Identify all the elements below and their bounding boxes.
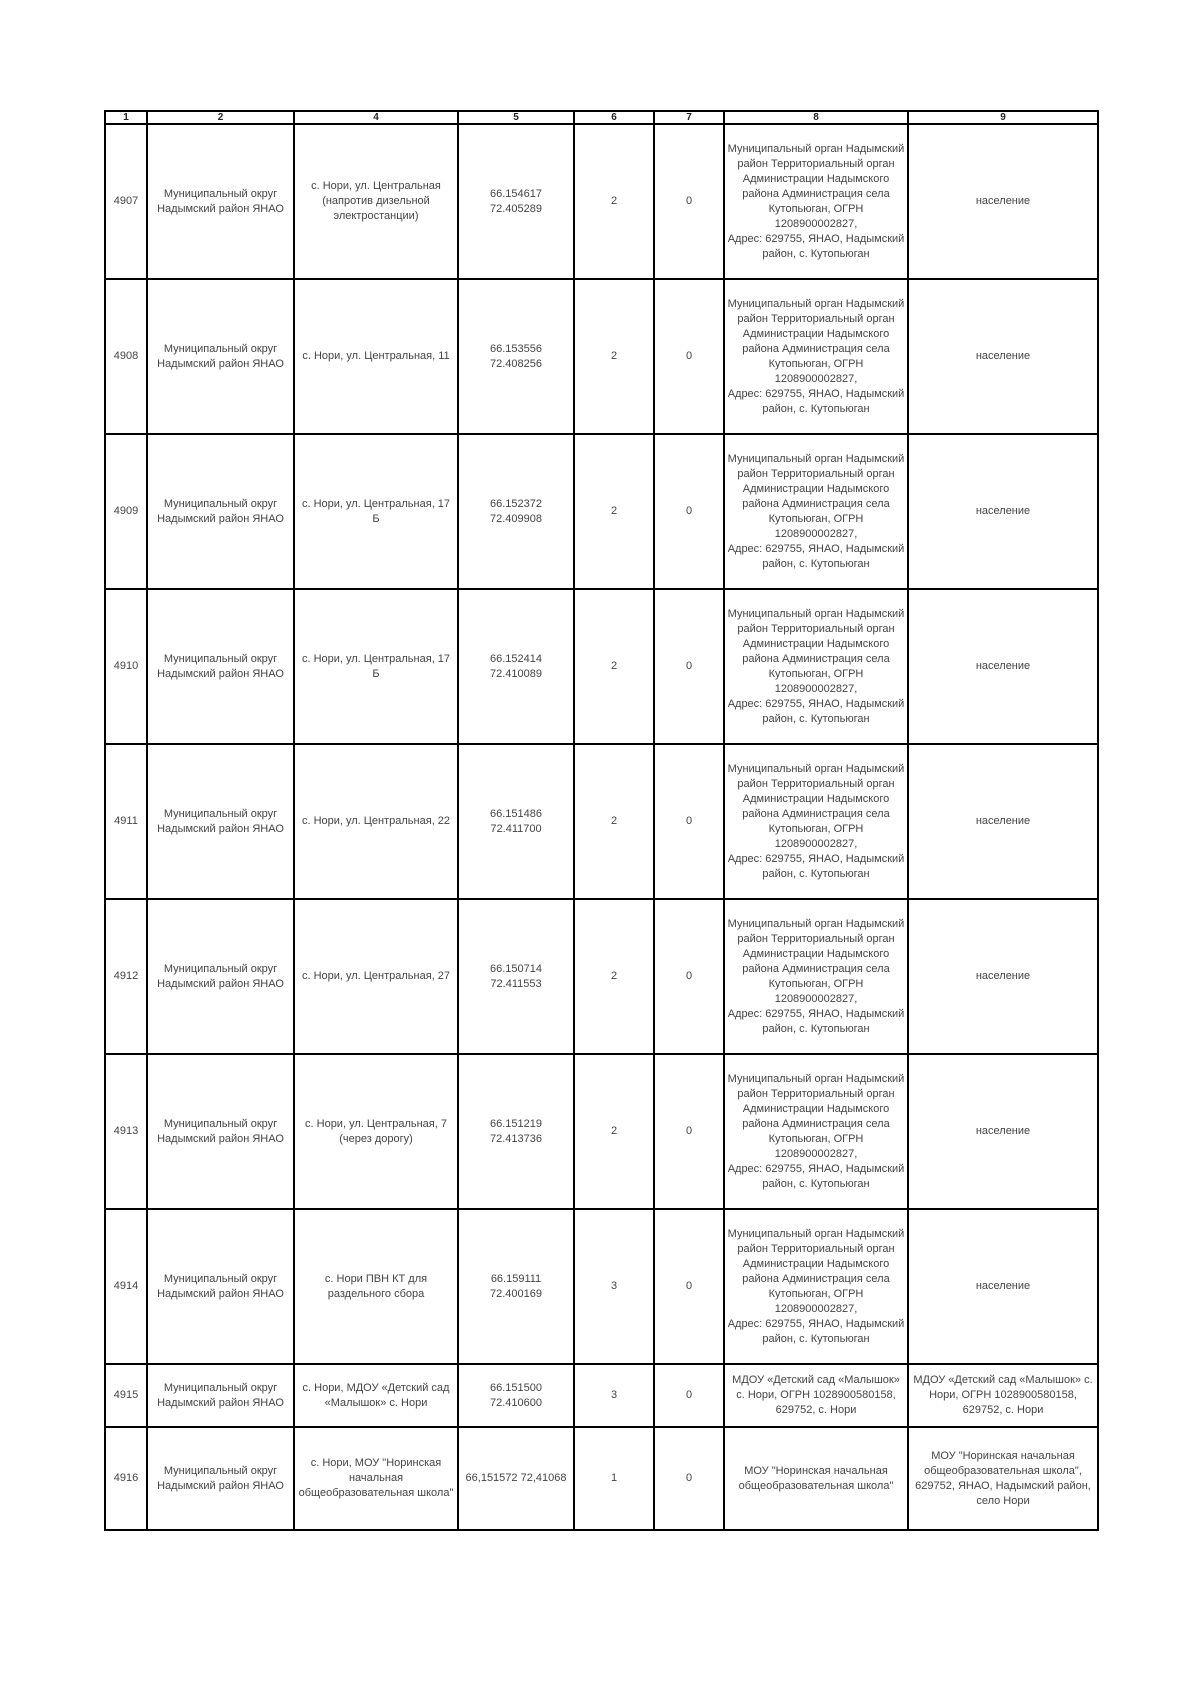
table-row bbox=[105, 744, 1098, 899]
source-cell: население bbox=[908, 434, 1098, 589]
row-id: 4914 bbox=[105, 1209, 147, 1364]
location-cell: с. Нори, ул. Центральная, 27 bbox=[294, 899, 458, 1054]
col-header: 6 bbox=[574, 111, 654, 124]
row-id: 4916 bbox=[105, 1427, 147, 1530]
location-cell: с. Нори, ул. Центральная (напротив дизельной электростанции) bbox=[294, 124, 458, 279]
latitude: 66.151219 bbox=[490, 1117, 542, 1130]
owner-cell: Муниципальный орган Надымский район Территориальный орган Администрации Надымского района Администрация села Кутопьюган, ОГРН 1208900002827, Адрес: 629755, ЯНАО, Надымский район, с. Кутопьюган bbox=[724, 744, 908, 899]
coordinates-cell bbox=[458, 1054, 574, 1209]
row-id: 4910 bbox=[105, 589, 147, 744]
col7-cell: 0 bbox=[654, 279, 724, 434]
row-id: 4907 bbox=[105, 124, 147, 279]
table-row bbox=[105, 589, 1098, 744]
col7-cell: 0 bbox=[654, 1054, 724, 1209]
coordinates-cell bbox=[458, 589, 574, 744]
col6-cell: 2 bbox=[574, 434, 654, 589]
latitude: 66.154617 bbox=[490, 187, 542, 200]
col7-cell: 0 bbox=[654, 589, 724, 744]
owner-cell: Муниципальный орган Надымский район Территориальный орган Администрации Надымского района Администрация села Кутопьюган, ОГРН 1208900002827, Адрес: 629755, ЯНАО, Надымский район, с. Кутопьюган bbox=[724, 1054, 908, 1209]
municipality-cell: Муниципальный округ Надымский район ЯНАО bbox=[147, 279, 294, 434]
col6-cell: 2 bbox=[574, 899, 654, 1054]
source-cell: население bbox=[908, 899, 1098, 1054]
source-cell: население bbox=[908, 124, 1098, 279]
location-cell: с. Нори, МОУ "Норинская начальная общеобразовательная школа" bbox=[294, 1427, 458, 1530]
table-row bbox=[105, 1364, 1098, 1427]
col6-cell: 1 bbox=[574, 1427, 654, 1530]
municipality-cell: Муниципальный округ Надымский район ЯНАО bbox=[147, 589, 294, 744]
col-header: 9 bbox=[908, 111, 1098, 124]
municipality-cell: Муниципальный округ Надымский район ЯНАО bbox=[147, 434, 294, 589]
coordinates-cell bbox=[458, 124, 574, 279]
location-cell: с. Нори, ул. Центральная, 22 bbox=[294, 744, 458, 899]
coordinates-cell bbox=[458, 279, 574, 434]
col-header: 5 bbox=[458, 111, 574, 124]
source-cell: население bbox=[908, 279, 1098, 434]
table-row bbox=[105, 899, 1098, 1054]
coordinates-cell bbox=[458, 1364, 574, 1427]
source-cell: население bbox=[908, 589, 1098, 744]
longitude: 72.405289 bbox=[490, 202, 542, 215]
col7-cell: 0 bbox=[654, 1364, 724, 1427]
latitude: 66,151572 72,41068 bbox=[465, 1472, 567, 1484]
col6-cell: 3 bbox=[574, 1209, 654, 1364]
location-cell: с. Нори ПВН КТ для раздельного сбора bbox=[294, 1209, 458, 1364]
latitude: 66.151486 bbox=[490, 807, 542, 820]
col7-cell: 0 bbox=[654, 899, 724, 1054]
row-id: 4912 bbox=[105, 899, 147, 1054]
data-table bbox=[104, 110, 1099, 1531]
coordinates-cell bbox=[458, 434, 574, 589]
table-row bbox=[105, 124, 1098, 279]
latitude: 66.152372 bbox=[490, 497, 542, 510]
longitude: 72.408256 bbox=[490, 357, 542, 370]
col6-cell: 2 bbox=[574, 589, 654, 744]
municipality-cell: Муниципальный округ Надымский район ЯНАО bbox=[147, 744, 294, 899]
location-cell: с. Нори, ул. Центральная, 11 bbox=[294, 279, 458, 434]
latitude: 66.159111 bbox=[490, 1272, 542, 1285]
coordinates-cell bbox=[458, 1209, 574, 1364]
table-row bbox=[105, 279, 1098, 434]
coordinates-cell bbox=[458, 744, 574, 899]
col6-cell: 2 bbox=[574, 279, 654, 434]
col6-cell: 2 bbox=[574, 744, 654, 899]
col7-cell: 0 bbox=[654, 434, 724, 589]
municipality-cell: Муниципальный округ Надымский район ЯНАО bbox=[147, 1209, 294, 1364]
municipality-cell: Муниципальный округ Надымский район ЯНАО bbox=[147, 1427, 294, 1530]
col-header: 2 bbox=[147, 111, 294, 124]
row-id: 4908 bbox=[105, 279, 147, 434]
latitude: 66.151500 bbox=[490, 1381, 542, 1394]
longitude: 72.409908 bbox=[490, 512, 542, 525]
row-id: 4909 bbox=[105, 434, 147, 589]
source-cell: МОУ "Норинская начальная общеобразовательная школа", 629752, ЯНАО, Надымский район, село Нори bbox=[908, 1427, 1098, 1530]
source-cell: население bbox=[908, 1054, 1098, 1209]
latitude: 66.152414 bbox=[490, 652, 542, 665]
source-cell: население bbox=[908, 1209, 1098, 1364]
owner-cell: Муниципальный орган Надымский район Территориальный орган Администрации Надымского района Администрация села Кутопьюган, ОГРН 1208900002827, Адрес: 629755, ЯНАО, Надымский район, с. Кутопьюган bbox=[724, 434, 908, 589]
col6-cell: 3 bbox=[574, 1364, 654, 1427]
latitude: 66.150714 bbox=[490, 962, 542, 975]
header-row bbox=[105, 111, 1098, 124]
document-sheet bbox=[104, 110, 1099, 1531]
col7-cell: 0 bbox=[654, 1209, 724, 1364]
coordinates-cell bbox=[458, 899, 574, 1054]
owner-cell: МОУ "Норинская начальная общеобразовательная школа" bbox=[724, 1427, 908, 1530]
col-header: 4 bbox=[294, 111, 458, 124]
col6-cell: 2 bbox=[574, 1054, 654, 1209]
location-cell: с. Нори, МДОУ «Детский сад «Малышок» с. Нори bbox=[294, 1364, 458, 1427]
longitude: 72.410089 bbox=[490, 667, 542, 680]
longitude: 72.400169 bbox=[490, 1287, 542, 1300]
location-cell: с. Нори, ул. Центральная, 17 Б bbox=[294, 589, 458, 744]
municipality-cell: Муниципальный округ Надымский район ЯНАО bbox=[147, 1364, 294, 1427]
table-row bbox=[105, 1054, 1098, 1209]
municipality-cell: Муниципальный округ Надымский район ЯНАО bbox=[147, 124, 294, 279]
col7-cell: 0 bbox=[654, 124, 724, 279]
col7-cell: 0 bbox=[654, 1427, 724, 1530]
longitude: 72.410600 bbox=[490, 1396, 542, 1409]
table-row bbox=[105, 1209, 1098, 1364]
coordinates-cell bbox=[458, 1427, 574, 1530]
row-id: 4913 bbox=[105, 1054, 147, 1209]
source-cell: население bbox=[908, 744, 1098, 899]
table-row bbox=[105, 434, 1098, 589]
longitude: 72.411553 bbox=[490, 977, 542, 990]
owner-cell: Муниципальный орган Надымский район Территориальный орган Администрации Надымского района Администрация села Кутопьюган, ОГРН 1208900002827, Адрес: 629755, ЯНАО, Надымский район, с. Кутопьюган bbox=[724, 589, 908, 744]
owner-cell: Муниципальный орган Надымский район Территориальный орган Администрации Надымского района Администрация села Кутопьюган, ОГРН 1208900002827, Адрес: 629755, ЯНАО, Надымский район, с. Кутопьюган bbox=[724, 1209, 908, 1364]
latitude: 66.153556 bbox=[490, 342, 542, 355]
municipality-cell: Муниципальный округ Надымский район ЯНАО bbox=[147, 1054, 294, 1209]
location-cell: с. Нори, ул. Центральная, 7 (через дорогу) bbox=[294, 1054, 458, 1209]
municipality-cell: Муниципальный округ Надымский район ЯНАО bbox=[147, 899, 294, 1054]
col-header: 7 bbox=[654, 111, 724, 124]
col6-cell: 2 bbox=[574, 124, 654, 279]
longitude: 72.413736 bbox=[490, 1132, 542, 1145]
col-header: 8 bbox=[724, 111, 908, 124]
owner-cell: Муниципальный орган Надымский район Территориальный орган Администрации Надымского района Администрация села Кутопьюган, ОГРН 1208900002827, Адрес: 629755, ЯНАО, Надымский район, с. Кутопьюган bbox=[724, 124, 908, 279]
owner-cell: Муниципальный орган Надымский район Территориальный орган Администрации Надымского района Администрация села Кутопьюган, ОГРН 1208900002827, Адрес: 629755, ЯНАО, Надымский район, с. Кутопьюган bbox=[724, 279, 908, 434]
table-row bbox=[105, 1427, 1098, 1530]
location-cell: с. Нори, ул. Центральная, 17 Б bbox=[294, 434, 458, 589]
longitude: 72.411700 bbox=[490, 822, 542, 835]
source-cell: МДОУ «Детский сад «Малышок» с. Нори, ОГРН 1028900580158, 629752, с. Нори bbox=[908, 1364, 1098, 1427]
owner-cell: Муниципальный орган Надымский район Территориальный орган Администрации Надымского района Администрация села Кутопьюган, ОГРН 1208900002827, Адрес: 629755, ЯНАО, Надымский район, с. Кутопьюган bbox=[724, 899, 908, 1054]
owner-cell: МДОУ «Детский сад «Малышок» с. Нори, ОГРН 1028900580158, 629752, с. Нори bbox=[724, 1364, 908, 1427]
row-id: 4911 bbox=[105, 744, 147, 899]
col-header: 1 bbox=[105, 111, 147, 124]
col7-cell: 0 bbox=[654, 744, 724, 899]
row-id: 4915 bbox=[105, 1364, 147, 1427]
